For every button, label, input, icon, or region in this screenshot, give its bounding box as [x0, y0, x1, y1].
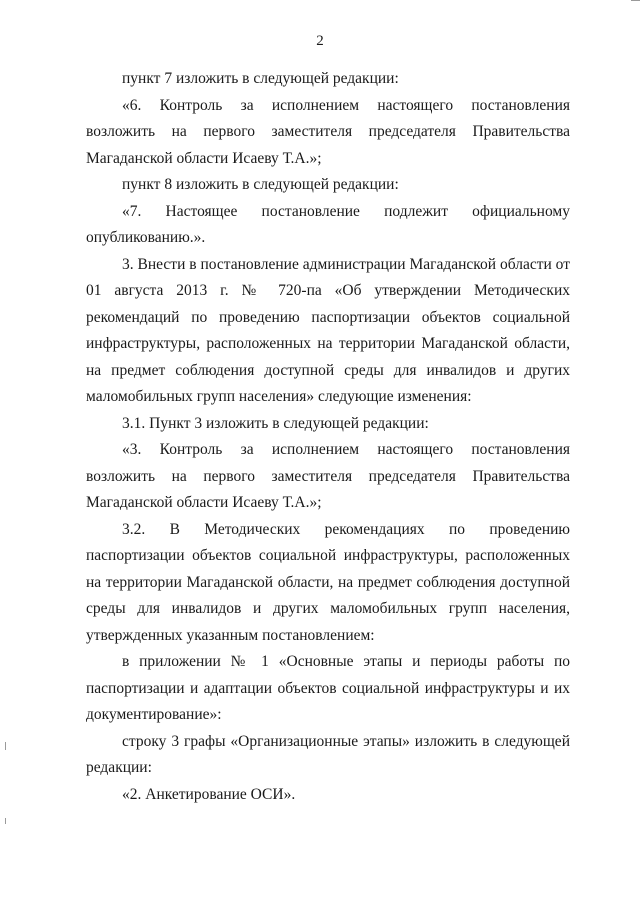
- paragraph-section-3-1: 3.1. Пункт 3 изложить в следующей редакции:: [122, 414, 429, 432]
- paragraph-item-7-publication: «7. Настоящее постановление подлежит официальному опубликованию.».: [86, 202, 570, 246]
- paragraph-section-3-2: 3.2. В Методических рекомендациях по проведению паспортизации объектов социальной инфраструктуры, расположенных на территории Магаданской области, на предмет соблюдения доступной среды для инвалидов и других маломобильных групп населения, утвержденных указанным постановлением:: [86, 520, 570, 644]
- paragraph-section-3: 3. Внести в постановление администрации Магаданской области от 01 августа 2013 г. № 720-па «Об утверждении Методических рекомендаций по проведению паспортизации объектов социальной инфраструктуры, расположенных на территории Магаданской области, на предмет соблюдения доступной среды для инвалидов и других маломобильных групп населения» следующие изменения:: [86, 255, 570, 405]
- paragraph-osi-survey: «2. Анкетирование ОСИ».: [122, 785, 296, 803]
- paragraph-appendix-1: в приложении № 1 «Основные этапы и периоды работы по паспортизации и адаптации объектов социальной инфраструктуры и их документирование»:: [86, 653, 570, 723]
- paragraph-item-6-control: «6. Контроль за исполнением настоящего постановления возложить на первого заместителя председателя Правительства Магаданской области Исаеву Т.А.»;: [86, 96, 570, 167]
- page-number: 2: [316, 33, 324, 49]
- paragraph-amend-item-8: пункт 8 изложить в следующей редакции:: [122, 176, 399, 193]
- scan-edge-mark: [631, 0, 640, 1]
- paragraph-row-3: строку 3 графы «Организационные этапы» изложить в следующей редакции:: [86, 732, 570, 776]
- document-body: [86, 66, 570, 808]
- paragraph-item-3-control: «3. Контроль за исполнением настоящего постановления возложить на первого заместителя председателя Правительства Магаданской области Исаеву Т.А.»;: [86, 441, 570, 511]
- scan-edge-mark: [5, 742, 6, 750]
- scan-edge-mark: [5, 818, 6, 824]
- paragraph-amend-item-7: пункт 7 изложить в следующей редакции:: [122, 70, 399, 87]
